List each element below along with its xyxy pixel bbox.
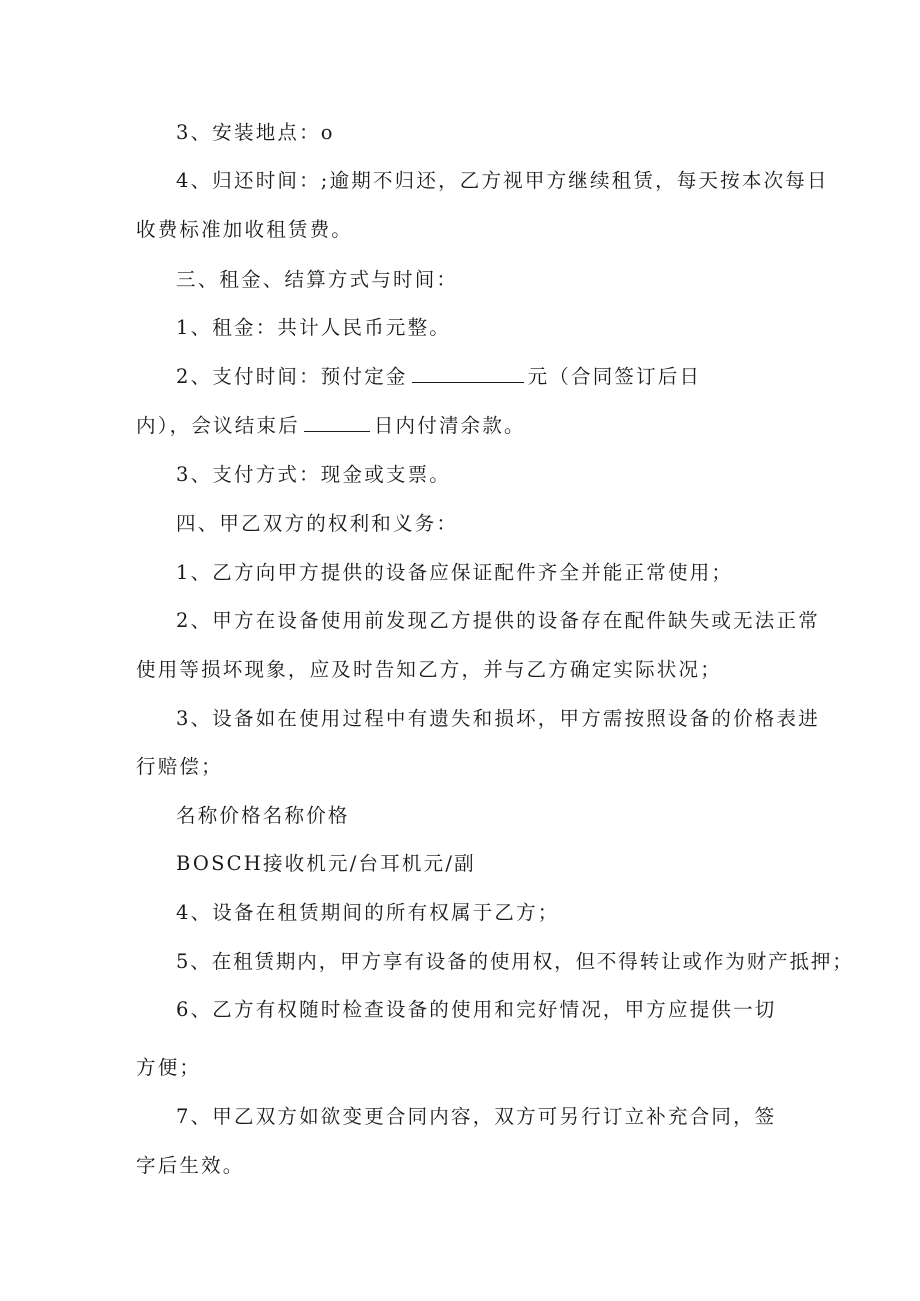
- clause-amendment-cont: 字后生效。: [136, 1154, 245, 1177]
- price-table-header: 名称价格名称价格: [176, 804, 350, 827]
- clause-equipment-guarantee: 1、乙方向甲方提供的设备应保证配件齐全并能正常使用；: [176, 561, 734, 584]
- clause-loss-compensation-cont: 行赔偿；: [136, 755, 223, 778]
- deposit-amount-blank: [412, 367, 524, 383]
- payment-time-suffix: 元（合同签订后日: [527, 365, 702, 388]
- price-table-row: BOSCH接收机元/台耳机元/副: [176, 852, 476, 875]
- section-rights-duties-heading: 四、甲乙双方的权利和义务：: [176, 512, 459, 535]
- clause-inspection: 6、乙方有权随时检查设备的使用和完好情况，甲方应提供一切: [176, 998, 777, 1021]
- payment-cont-suffix: 日内付清余款。: [373, 414, 526, 437]
- clause-payment-time: [176, 367, 701, 387]
- clause-defect-report-cont: 使用等损坏现象，应及时告知乙方，并与乙方确定实际状况；: [136, 658, 722, 681]
- clause-payment-time-cont: [136, 416, 526, 436]
- clause-payment-method: 3、支付方式：现金或支票。: [176, 463, 452, 486]
- section-rent-settlement-heading: 三、租金、结算方式与时间：: [176, 268, 459, 291]
- clause-defect-report: 2、甲方在设备使用前发现乙方提供的设备存在配件缺失或无法正常: [176, 609, 820, 632]
- payment-cont-label: 内），会议结束后: [136, 414, 300, 437]
- clause-inspection-cont: 方便；: [136, 1056, 202, 1079]
- clause-amendment: 7、甲乙双方如欲变更合同内容，双方可另行订立补充合同，签: [176, 1105, 777, 1128]
- payment-time-label: 2、支付时间：预付定金: [176, 365, 408, 388]
- clause-rent-amount: 1、租金：共计人民币元整。: [176, 316, 452, 339]
- clause-return-time: 4、归还时间：;逾期不归还，乙方视甲方继续租赁，每天按本次每日: [176, 169, 829, 192]
- clause-ownership: 4、设备在租赁期间的所有权属于乙方；: [176, 901, 560, 924]
- clause-install-location: 3、安装地点：o: [176, 121, 335, 144]
- days-blank: [304, 416, 370, 432]
- clause-return-time-cont: 收费标准加收租赁费。: [136, 218, 354, 241]
- clause-usage-right: 5、在租赁期内，甲方享有设备的使用权，但不得转让或作为财产抵押；: [176, 950, 854, 973]
- clause-loss-compensation: 3、设备如在使用过程中有遗失和损坏，甲方需按照设备的价格表进: [176, 707, 820, 730]
